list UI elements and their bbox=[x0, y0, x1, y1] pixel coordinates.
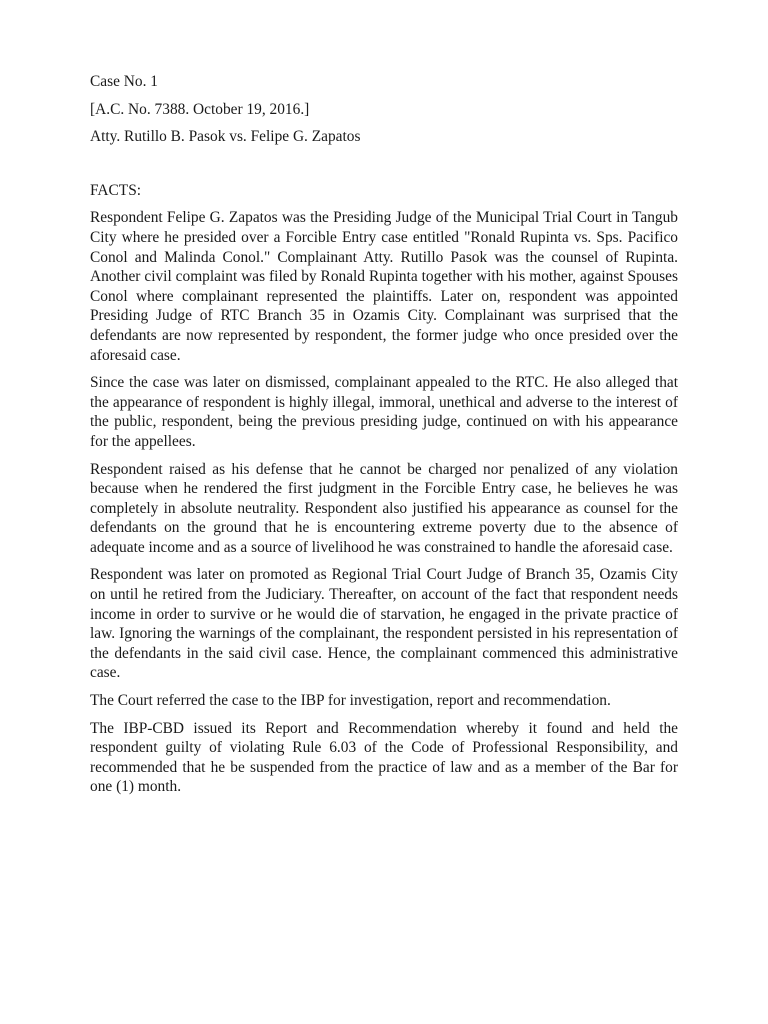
case-parties: Atty. Rutillo B. Pasok vs. Felipe G. Zapatos bbox=[90, 128, 361, 146]
case-number: Case No. 1 bbox=[90, 73, 158, 90]
facts-paragraph-2: Since the case was later on dismissed, complainant appealed to the RTC. He also alleged that the appearance of respondent is highly illegal, immoral, unethical and adverse to the interest of the public, respondent, being the previous presiding judge, continued on with his appearance for the appellees. bbox=[90, 374, 678, 450]
facts-paragraph-1: Respondent Felipe G. Zapatos was the Presiding Judge of the Municipal Trial Court in Tangub City where he presided over a Forcible Entry case entitled "Ronald Rupinta vs. Sps. Pacifico Conol and Malinda Conol." Complainant Atty. Rutillo Pasok was the counsel of Rupinta. Another civil complaint was filed by Ronald Rupinta together with his mother, against Spouses Conol where complainant represented the plaintiffs. Later on, respondent was appointed Presiding Judge of RTC Branch 35 in Ozamis City. Complainant was surprised that the defendants are now represented by respondent, the former judge who once presided over the aforesaid case. bbox=[90, 209, 678, 364]
case-citation: [A.C. No. 7388. October 19, 2016.] bbox=[90, 100, 310, 118]
facts-paragraph-5: The Court referred the case to the IBP for investigation, report and recommendation. bbox=[90, 692, 611, 710]
facts-paragraph-3: Respondent raised as his defense that he cannot be charged nor penalized of any violation because when he rendered the first judgment in the Forcible Entry case, he believes he was completely in absolute neutrality. Respondent also justified his appearance as counsel for the defendants on the ground that he is encountering extreme poverty due to the absence of adequate income and as a source of livelihood he was constrained to handle the aforesaid case. bbox=[90, 460, 678, 556]
document-page bbox=[90, 72, 678, 805]
facts-paragraph-6: The IBP-CBD issued its Report and Recommendation whereby it found and held the respondent guilty of violating Rule 6.03 of the Code of Professional Responsibility, and recommended that he be suspended from the practice of law and as a member of the Bar for one (1) month. bbox=[90, 719, 678, 796]
facts-heading: FACTS: bbox=[90, 181, 142, 199]
facts-paragraph-4: Respondent was later on promoted as Regional Trial Court Judge of Branch 35, Ozamis City on until he retired from the Judiciary. Thereafter, on account of the fact that respondent needs income in order to survive or he would die of starvation, he engaged in the private practice of law. Ignoring the warnings of the complainant, the respondent persisted in his representation of the defendants in the said civil case. Hence, the complainant commenced this administrative case. bbox=[90, 566, 678, 682]
